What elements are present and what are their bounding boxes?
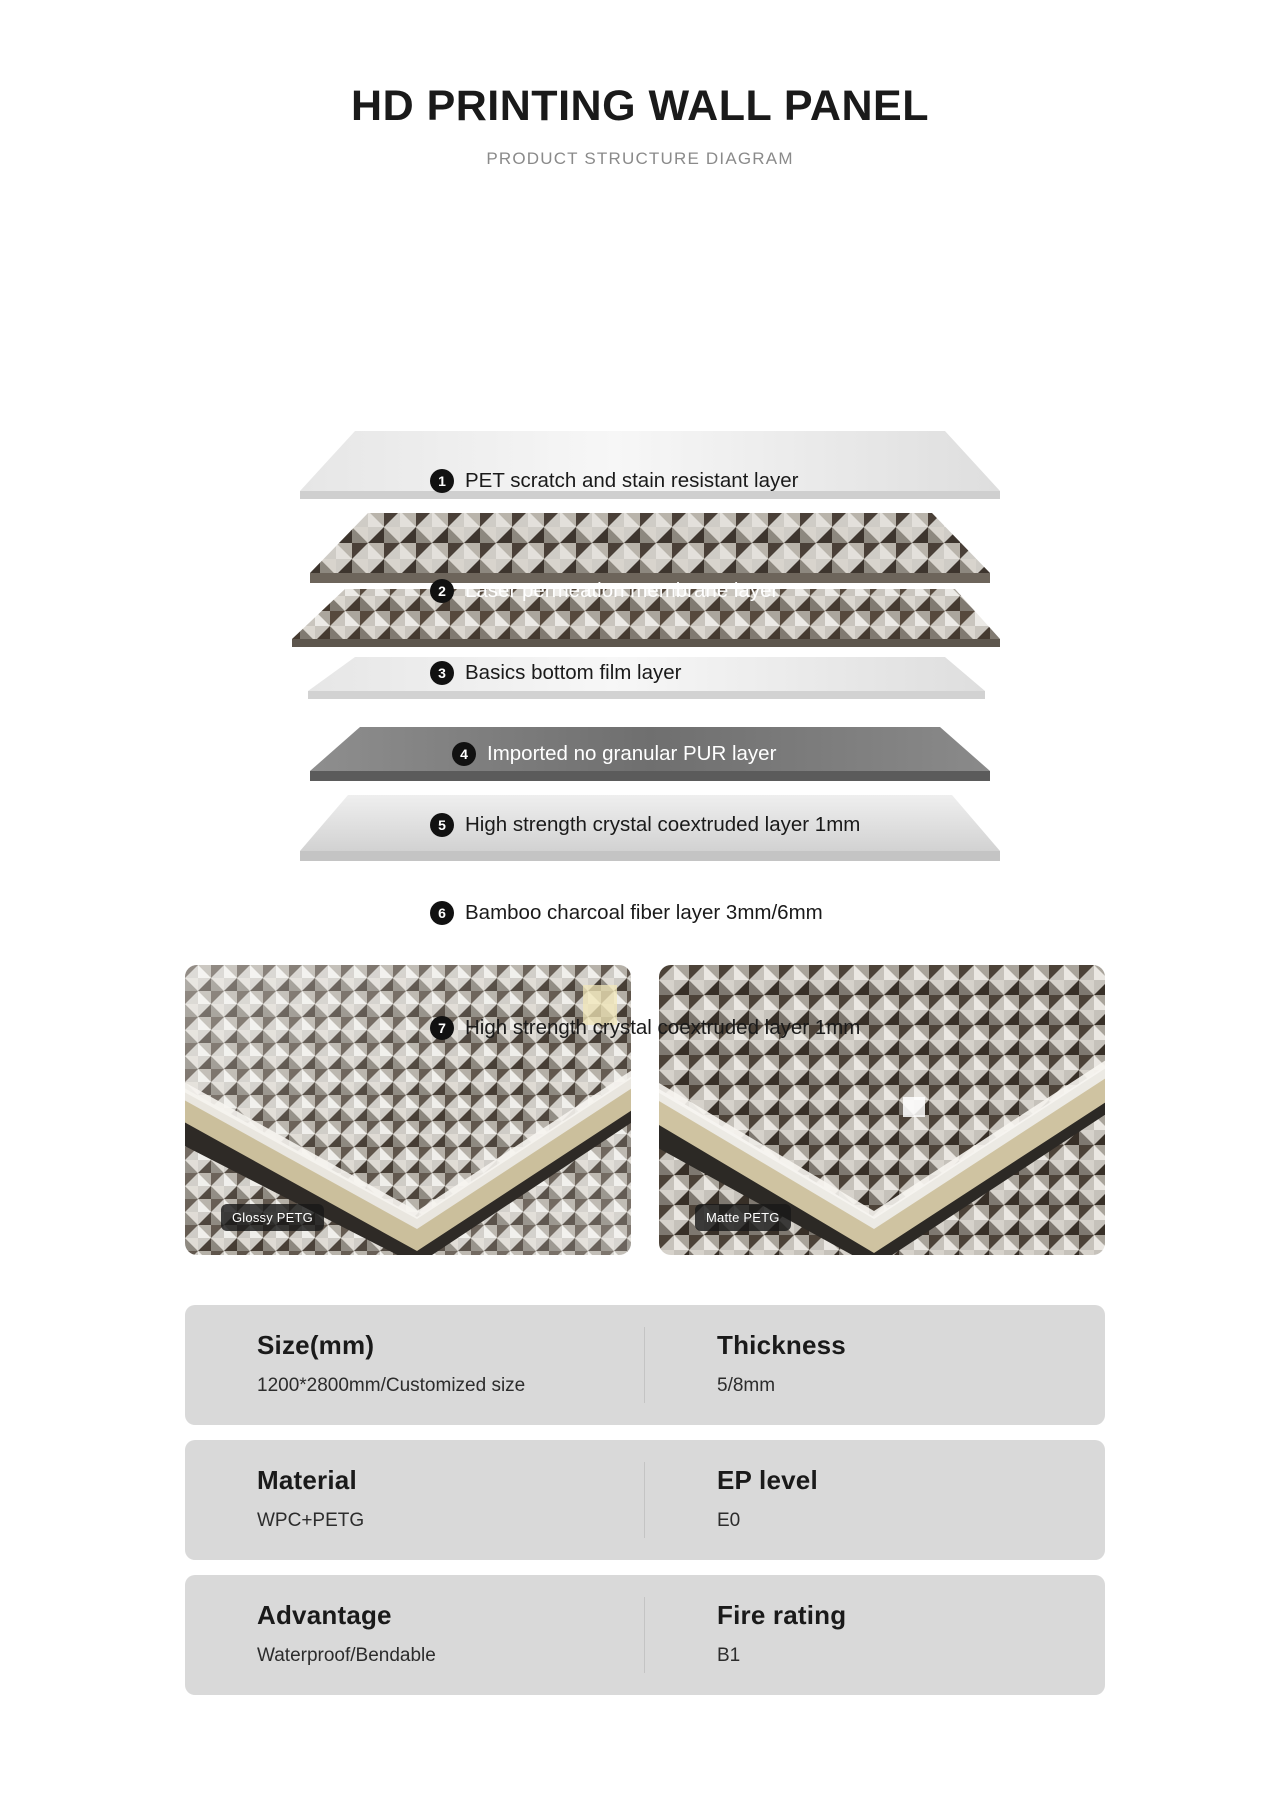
spec-value-material: WPC+PETG — [257, 1510, 365, 1531]
layer-number-1: 1 — [430, 469, 454, 493]
spec-value-ep-level: E0 — [717, 1510, 741, 1531]
spec-key-material: Material — [257, 1465, 357, 1495]
spec-key-thickness: Thickness — [717, 1330, 846, 1360]
sample-photos — [185, 965, 1105, 1255]
spec-key-advantage: Advantage — [257, 1600, 392, 1630]
spec-cell-advantage — [185, 1575, 645, 1695]
page-header — [0, 0, 1280, 169]
layer-label-1 — [430, 469, 798, 493]
spec-key-fire-rating: Fire rating — [717, 1600, 847, 1630]
spec-value-advantage: Waterproof/Bendable — [257, 1645, 436, 1666]
layer-text-6: Bamboo charcoal fiber layer 3mm/6mm — [465, 901, 823, 924]
layer-number-5: 5 — [430, 813, 454, 837]
layer-number-4: 4 — [452, 742, 476, 766]
photo-tag-matte: Matte PETG — [695, 1204, 791, 1231]
page-subtitle: PRODUCT STRUCTURE DIAGRAM — [486, 149, 794, 168]
spec-value-size: 1200*2800mm/Customized size — [257, 1375, 526, 1396]
spec-value-thickness: 5/8mm — [717, 1375, 776, 1396]
layer-text-2: Laser permeation membrane layer — [465, 579, 779, 602]
spec-cell-size — [185, 1305, 645, 1425]
layer-label-6 — [430, 901, 823, 925]
page-title: HD PRINTING WALL PANEL — [351, 82, 929, 130]
layer-text-5: High strength crystal coextruded layer 1mm — [465, 813, 861, 836]
structure-diagram — [0, 191, 1280, 1039]
spec-row-size — [185, 1305, 1105, 1425]
spec-key-size: Size(mm) — [257, 1330, 375, 1360]
layer-text-1: PET scratch and stain resistant layer — [465, 469, 799, 492]
spec-cell-thickness — [645, 1305, 1105, 1425]
spec-cell-fire-rating — [645, 1575, 1105, 1695]
layer-text-4: Imported no granular PUR layer — [487, 742, 777, 765]
spec-value-fire-rating: B1 — [717, 1645, 741, 1666]
layer-number-7: 7 — [430, 1016, 454, 1040]
layer-label-5 — [430, 813, 860, 837]
layer-text-7: High strength crystal coextruded layer 1mm — [465, 1016, 861, 1039]
layer-label-2 — [430, 579, 778, 603]
photo-card-matte[interactable] — [659, 965, 1105, 1255]
spec-cell-ep-level — [645, 1440, 1105, 1560]
layer-number-2: 2 — [430, 579, 454, 603]
spec-cell-material — [185, 1440, 645, 1560]
layer-number-6: 6 — [430, 901, 454, 925]
layer-label-3 — [430, 661, 681, 685]
spec-key-ep-level: EP level — [717, 1465, 818, 1495]
spec-row-material — [185, 1440, 1105, 1560]
spec-table — [185, 1305, 1105, 1710]
layer-label-7 — [430, 1016, 860, 1040]
layer-text-3: Basics bottom film layer — [465, 661, 682, 684]
photo-card-glossy[interactable] — [185, 965, 631, 1255]
photo-tag-glossy: Glossy PETG — [221, 1204, 324, 1231]
layer-number-3: 3 — [430, 661, 454, 685]
spec-row-advantage — [185, 1575, 1105, 1695]
layer-label-4 — [452, 742, 776, 766]
